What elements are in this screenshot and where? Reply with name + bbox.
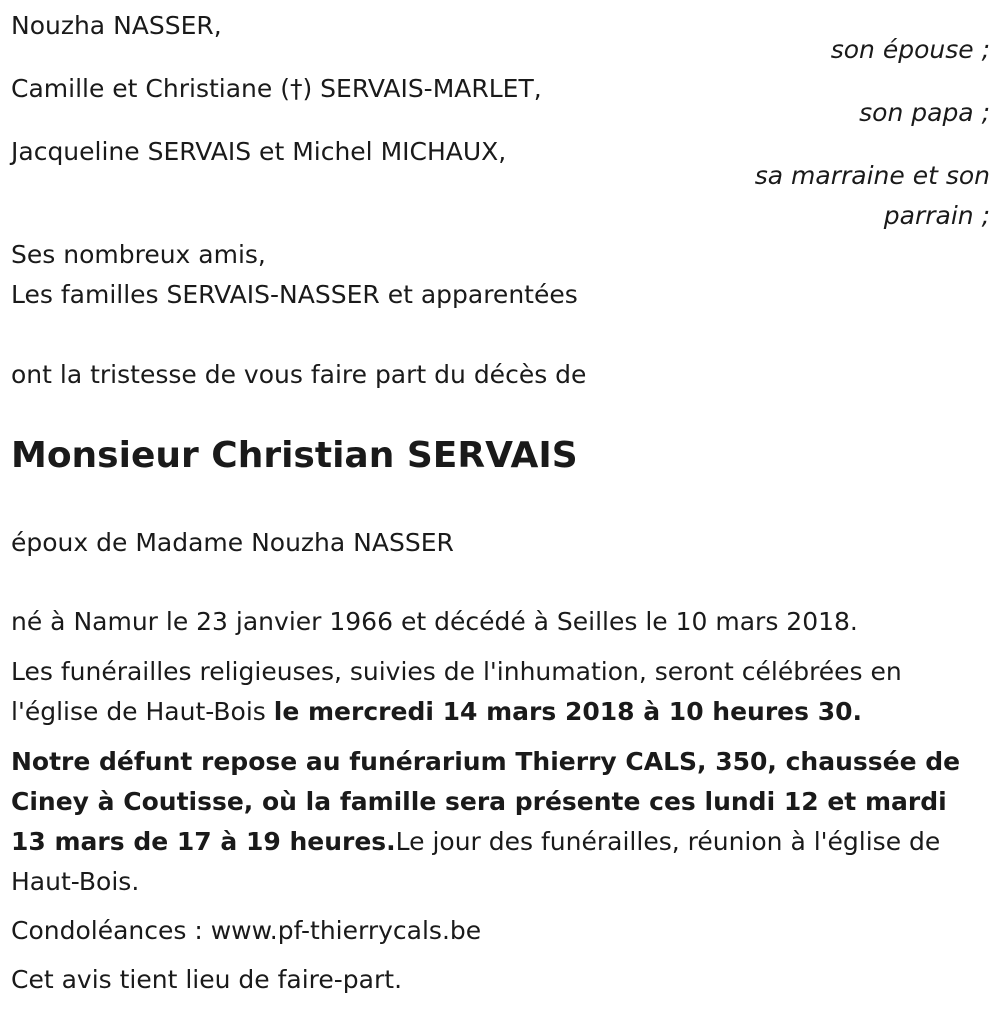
family-member-name: Camille et Christiane (†) SERVAIS-MARLET,: [11, 74, 542, 103]
deceased-name: Monsieur Christian SERVAIS: [11, 435, 578, 476]
family-member-relation: son épouse ;: [830, 35, 990, 64]
visitation-paragraph: [11, 742, 971, 902]
family-member-name: Jacqueline SERVAIS et Michel MICHAUX,: [11, 137, 507, 166]
friends-line: Ses nombreux amis,: [11, 240, 266, 269]
funeral-text: Les funérailles religieuses, suivies de l'inhumation, seront célébrées en l'église de Haut-Bois: [11, 657, 902, 726]
family-member-relation-continued: parrain ;: [883, 201, 990, 230]
visitation-details: Notre défunt repose au funérarium Thierry CALS, 350, chaussée de Ciney à Coutisse, où la famille sera présente ces lundi 12 et mardi 13 mars de 17 à 19 heures.: [11, 747, 961, 856]
family-member-relation: sa marraine et son: [754, 161, 990, 190]
funeral-paragraph: [11, 652, 971, 732]
visitation-text: Le jour des funérailles, réunion à l'église de Haut-Bois.: [11, 827, 941, 896]
spouse-line: époux de Madame Nouzha NASSER: [11, 528, 454, 557]
notice-line: Cet avis tient lieu de faire-part.: [11, 965, 403, 994]
family-member-relation: son papa ;: [859, 98, 990, 127]
announcement: ont la tristesse de vous faire part du décès de: [11, 360, 587, 389]
birth-death-line: né à Namur le 23 janvier 1966 et décédé à Seilles le 10 mars 2018.: [11, 607, 858, 636]
condolences-line: Condoléances : www.pf-thierrycals.be: [11, 916, 482, 945]
family-member-name: Nouzha NASSER,: [11, 11, 222, 40]
families-line: Les familles SERVAIS-NASSER et apparentées: [11, 280, 578, 309]
funeral-date: le mercredi 14 mars 2018 à 10 heures 30.: [273, 697, 863, 726]
